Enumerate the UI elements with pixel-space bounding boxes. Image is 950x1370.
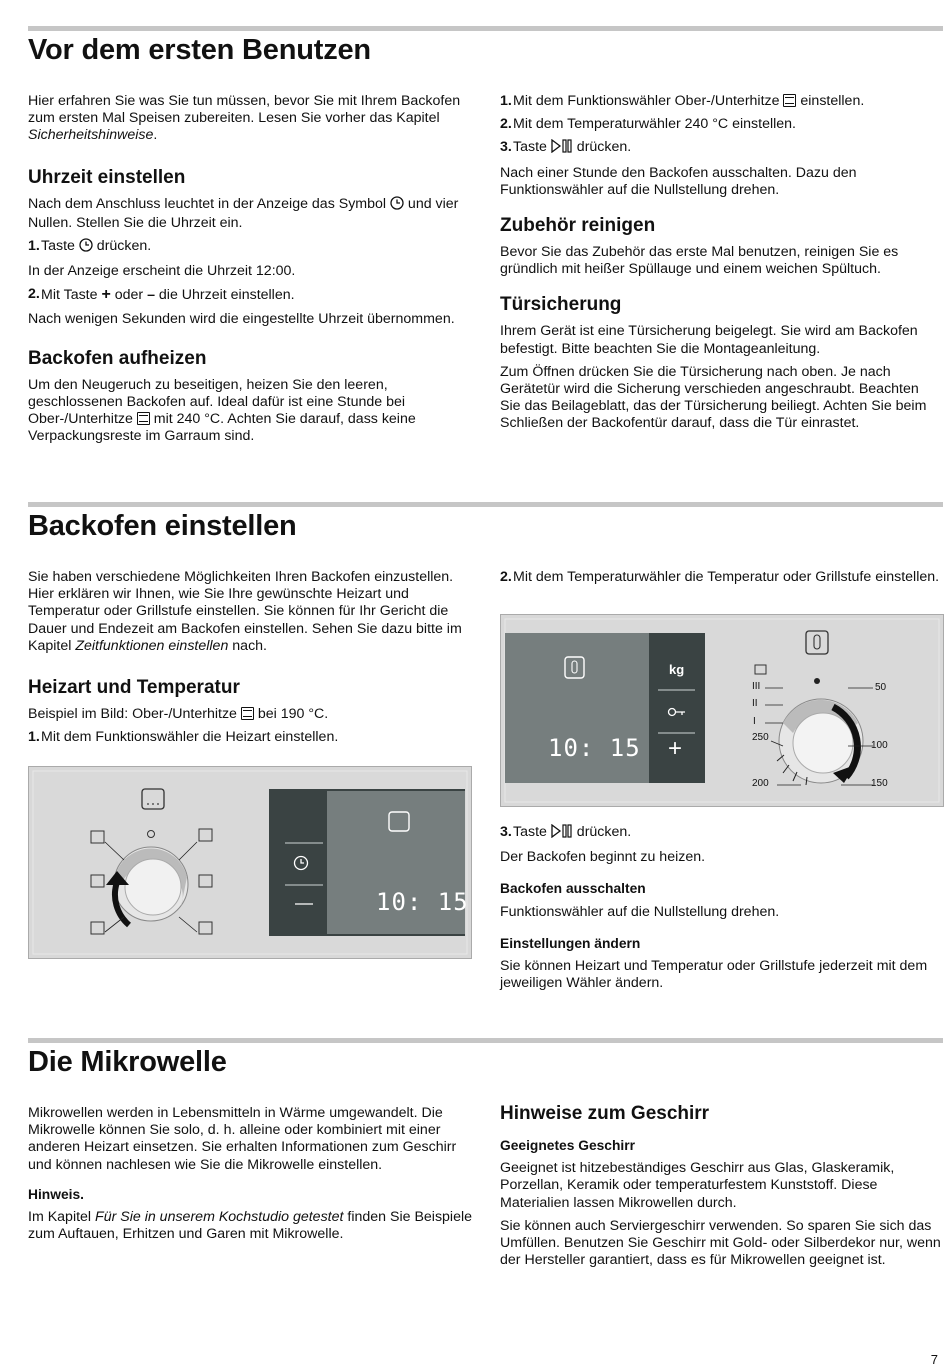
step-item: 2. Mit Taste + oder – die Uhrzeit einstellen. — [28, 286, 295, 304]
top-bottom-heat-icon — [783, 94, 796, 107]
heading-geschirr: Hinweise zum Geschirr — [500, 1103, 710, 1124]
right-column — [500, 93, 943, 439]
heading-hinweis: Hinweis. — [28, 1186, 84, 1202]
temperature-selector-figure — [500, 614, 944, 807]
right-column-lower — [500, 824, 943, 998]
paragraph: Im Kapitel Für Sie in unserem Kochstudio getestet finden Sie Beispiele zum Auftauen, Erhitzen und Garen mit Mikrowelle. — [28, 1209, 473, 1243]
minus-icon: – — [147, 287, 155, 304]
right-column — [500, 1103, 943, 1275]
heading-zubehoer: Zubehör reinigen — [500, 215, 656, 237]
heading-uhrzeit: Uhrzeit einstellen — [28, 166, 186, 188]
grill-level-II: II — [752, 698, 758, 709]
heading-geeignet: Geeignetes Geschirr — [500, 1138, 635, 1153]
top-bottom-heat-icon — [241, 707, 254, 720]
paragraph: Um den Neugeruch zu beseitigen, heizen Sie den leeren, geschlossenen Backofen auf. Ideal dafür ist eine Stunde bei Ober-/Unterhitze mit 240 °C. Achten Sie darauf, dass keine Verpackungsreste im Garraum sind. — [28, 376, 416, 445]
heading-ausschalten: Backofen ausschalten — [500, 881, 646, 897]
page-number: 7 — [930, 1352, 938, 1367]
section-title: Die Mikrowelle — [28, 1046, 227, 1078]
heading-tuersicherung: Türsicherung — [500, 294, 622, 316]
function-selector-figure — [28, 766, 472, 959]
intro-paragraph: Sie haben verschiedene Möglichkeiten Ihren Backofen einzustellen. Hier erklären wir Ihnen, wie Sie Ihre gewünschte Heizart und Temperatur oder Grillstufe einstellen. Sie können für Ihr Gericht die Dauer und Endezeit am Backofen einstellen. Sehen Sie dazu bitte im Kapitel Zeitfunktionen einstellen nach. — [28, 569, 462, 654]
paragraph: Funktionswähler auf die Nullstellung drehen. — [500, 903, 780, 920]
step-item: 1. Mit dem Funktionswähler Ober-/Unterhitze einstellen. — [500, 93, 865, 109]
step-result: In der Anzeige erscheint die Uhrzeit 12:00. — [28, 263, 296, 280]
temp-label-50: 50 — [875, 682, 887, 693]
paragraph: Nach dem Anschluss leuchtet in der Anzeige das Symbol und vier Nullen. Stellen Sie die Uhrzeit ein. — [28, 195, 459, 231]
step-item: 1. Taste drücken. — [28, 238, 473, 257]
step-item: 1. Mit dem Funktionswähler die Heizart einstellen. — [28, 729, 339, 746]
display-time: 10: 15 — [548, 734, 641, 762]
top-bottom-heat-icon — [137, 412, 150, 425]
right-column — [500, 569, 943, 592]
step-item: 2. Mit dem Temperaturwähler 240 °C einstellen. — [500, 116, 796, 133]
step-item: 3. Taste drücken. — [500, 139, 943, 158]
left-column — [28, 569, 473, 752]
display-time: 10: 15 — [376, 888, 469, 916]
grill-level-III: III — [752, 681, 761, 692]
kg-key-label: kg — [669, 662, 685, 677]
paragraph: Der Backofen beginnt zu heizen. — [500, 849, 706, 866]
intro-paragraph: Mikrowellen werden in Lebensmitteln in Wärme umgewandelt. Die Mikrowelle können Sie solo, d. h. alleine oder kombiniert mit einer anderen Heizart einsetzen. Sie erhalten Informationen zum Geschirr und können nachlesen wie Sie die Mikrowelle einstellen. — [28, 1105, 457, 1173]
temp-label-150: 150 — [871, 778, 888, 789]
clock-icon — [293, 855, 309, 876]
section-title: Backofen einstellen — [28, 510, 297, 542]
heading-aufheizen: Backofen aufheizen — [28, 347, 207, 369]
clock-icon — [390, 196, 404, 215]
plus-icon: + — [101, 286, 111, 304]
left-column — [28, 93, 473, 452]
paragraph: Sie können Heizart und Temperatur oder Grillstufe jederzeit mit dem jeweiligen Wähler ändern. — [500, 958, 928, 992]
section-rule — [28, 26, 943, 31]
section-rule — [28, 502, 943, 507]
paragraph: Beispiel im Bild: Ober-/Unterhitze bei 190 °C. — [28, 706, 329, 723]
paragraph: Ihrem Gerät ist eine Türsicherung beigelegt. Sie wird am Backofen befestigt. Bitte beachten Sie die Montageanleitung. — [500, 323, 918, 357]
section-title: Vor dem ersten Benutzen — [28, 34, 371, 66]
heading-aendern: Einstellungen ändern — [500, 935, 641, 951]
heading-heizart: Heizart und Temperatur — [28, 677, 240, 699]
clock-icon — [79, 238, 93, 257]
grill-level-I: I — [753, 716, 756, 727]
temp-label-100: 100 — [871, 740, 888, 751]
start-pause-icon — [551, 824, 573, 843]
temp-label-250: 250 — [752, 732, 769, 743]
start-pause-icon — [551, 139, 573, 158]
intro-paragraph: Hier erfahren Sie was Sie tun müssen, bevor Sie mit Ihrem Backofen zum ersten Mal Speisen zubereiten. Lesen Sie vorher das Kapitel Sicherheitshinweise. — [28, 93, 461, 144]
left-column — [28, 1105, 473, 1249]
paragraph: Zum Öffnen drücken Sie die Türsicherung nach oben. Je nach Gerätetür wird die Sicherung verschieden angeschraubt. Beachten Sie das Beilageblatt, das der Türsicherung beiliegt. Achten Sie beim Schließen der Backofentür darauf, dass die Tür einrastet. — [500, 363, 927, 432]
key-icon — [667, 705, 687, 723]
temp-label-200: 200 — [752, 778, 769, 789]
paragraph: Bevor Sie das Zubehör das erste Mal benutzen, reinigen Sie es gründlich mit heißer Spüllauge und einem weichen Spültuch. — [500, 244, 899, 278]
paragraph: Sie können auch Serviergeschirr verwenden. So sparen Sie sich das Umfüllen. Benutzen Sie Geschirr mit Gold- oder Silberdekor nur, wenn der Hersteller garantiert, dass es für Mikrowellen geeignet ist. — [500, 1217, 941, 1269]
plus-key-label: + — [668, 735, 683, 762]
paragraph: Geeignet ist hitzebeständiges Geschirr aus Glas, Glaskeramik, Porzellan, Keramik oder temperaturfestem Kunststoff. Diese Materialien lassen Mikrowellen durch. — [500, 1160, 895, 1211]
section-rule — [28, 1038, 943, 1043]
step-item: 3. Taste drücken. — [500, 824, 943, 843]
step-item: 2. Mit dem Temperaturwähler die Temperatur oder Grillstufe einstellen. — [500, 569, 940, 585]
paragraph: Nach einer Stunde den Backofen ausschalten. Dazu den Funktionswähler auf die Nullstellung drehen. — [500, 164, 857, 198]
paragraph: Nach wenigen Sekunden wird die eingestellte Uhrzeit übernommen. — [28, 310, 455, 327]
